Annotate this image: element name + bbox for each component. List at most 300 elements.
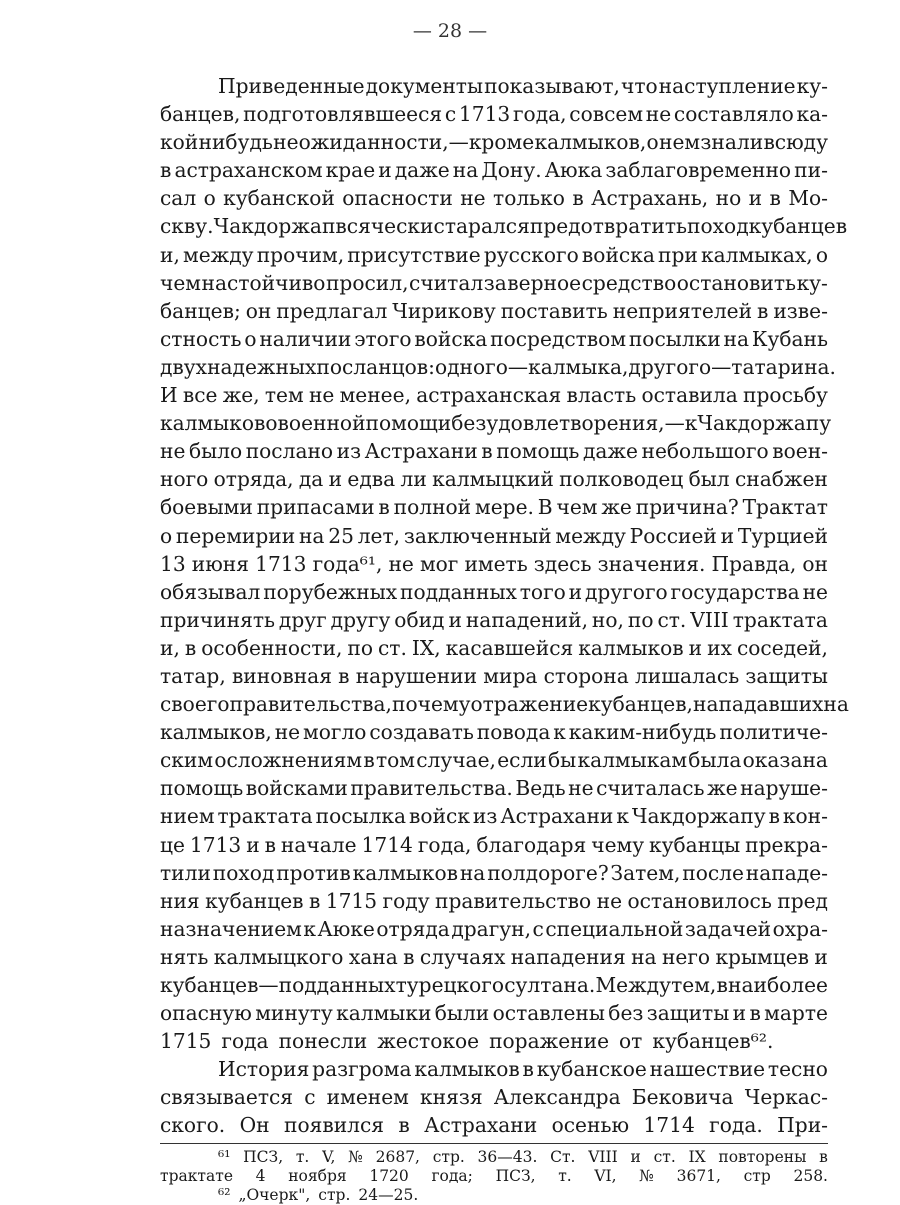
text-line bbox=[160, 606, 828, 634]
word: на bbox=[452, 158, 479, 183]
text-line bbox=[160, 943, 828, 971]
word: просил, bbox=[325, 270, 409, 295]
word: оставлены bbox=[492, 1001, 605, 1026]
word: о bbox=[203, 186, 216, 211]
word: кубанское bbox=[536, 1057, 647, 1082]
word: Мо- bbox=[788, 186, 828, 211]
word: мира bbox=[483, 663, 538, 688]
word: прочим, bbox=[256, 242, 345, 267]
word: кубанцы bbox=[649, 832, 741, 857]
text-line bbox=[160, 269, 828, 297]
text-line bbox=[160, 774, 828, 802]
word: ским bbox=[160, 748, 214, 773]
word: между bbox=[555, 523, 626, 548]
word: же bbox=[601, 495, 632, 520]
word: если bbox=[497, 748, 547, 773]
word: и bbox=[748, 186, 763, 211]
word: в bbox=[363, 748, 375, 773]
word: посылки bbox=[628, 326, 721, 351]
word: 1713 bbox=[458, 102, 511, 127]
word: к bbox=[303, 916, 316, 941]
word: помощь bbox=[160, 776, 244, 801]
word: Астрахань, bbox=[591, 186, 709, 211]
word: всюду bbox=[763, 130, 828, 155]
word: посылка bbox=[315, 804, 407, 829]
word: в bbox=[572, 186, 584, 211]
word: В bbox=[537, 495, 553, 520]
word: же, bbox=[222, 383, 260, 408]
text-line bbox=[160, 859, 828, 887]
footnote-word: повторены bbox=[718, 1148, 807, 1166]
footnote-word: 2687, bbox=[375, 1148, 420, 1166]
word: в bbox=[398, 1113, 410, 1138]
word: султана. bbox=[504, 973, 596, 997]
word: одного—калмыка, bbox=[434, 354, 629, 379]
word: 25 bbox=[328, 523, 354, 548]
text-line bbox=[160, 887, 828, 915]
word: на bbox=[631, 944, 657, 969]
word: Между bbox=[595, 973, 671, 997]
word: в bbox=[716, 973, 728, 997]
word: но bbox=[715, 186, 742, 211]
text-line bbox=[160, 1027, 828, 1055]
word: повода bbox=[476, 720, 551, 745]
text-line bbox=[160, 718, 828, 746]
word: защиты bbox=[745, 663, 828, 688]
word: совсем bbox=[569, 102, 644, 127]
text-line bbox=[160, 578, 828, 606]
word: считал bbox=[409, 270, 484, 295]
word: не bbox=[274, 720, 301, 745]
word: даже bbox=[582, 439, 638, 464]
word: послано bbox=[245, 439, 334, 464]
word: прекра- bbox=[745, 832, 828, 857]
word: кой bbox=[160, 130, 199, 155]
text-line bbox=[160, 184, 828, 212]
word: правительства, bbox=[229, 692, 392, 717]
word: с bbox=[304, 1085, 316, 1110]
word: разгрома bbox=[312, 1057, 412, 1082]
footnote-word: в bbox=[819, 1148, 828, 1166]
word: он bbox=[245, 298, 272, 323]
word: тесно bbox=[767, 1057, 828, 1082]
footnote-word: ноября bbox=[288, 1167, 347, 1185]
word: калмыков bbox=[160, 411, 266, 436]
word: чем bbox=[556, 495, 598, 520]
word: оставила bbox=[641, 383, 738, 408]
word: причинять bbox=[160, 607, 275, 632]
word: 1715 bbox=[160, 1029, 212, 1054]
word: года, bbox=[417, 832, 472, 857]
word: лишалась bbox=[634, 663, 740, 688]
text-line bbox=[160, 746, 828, 774]
word: на bbox=[823, 692, 849, 717]
text-line bbox=[160, 100, 828, 128]
footnotes bbox=[160, 1143, 828, 1205]
word: Кубань bbox=[751, 326, 828, 351]
word: остановить bbox=[676, 270, 797, 295]
footnote-word: 3671, bbox=[676, 1167, 721, 1185]
text-line bbox=[160, 297, 828, 325]
word: случае, bbox=[416, 748, 496, 773]
footnote-word: VI, bbox=[594, 1167, 617, 1185]
word: был bbox=[688, 467, 730, 492]
word: Чакдоржап bbox=[213, 214, 336, 239]
word: кубанцев bbox=[748, 214, 848, 239]
word: не bbox=[160, 439, 186, 464]
word: войска bbox=[581, 242, 655, 267]
word: наиболее bbox=[728, 973, 828, 997]
word: предотвратить bbox=[529, 214, 688, 239]
word: считалась bbox=[596, 776, 705, 801]
word: крае bbox=[325, 158, 376, 183]
word: порубежных bbox=[263, 579, 398, 604]
word: даже bbox=[394, 158, 450, 183]
footnote-word: трактате bbox=[160, 1167, 233, 1185]
word: именем bbox=[326, 1085, 409, 1110]
word: Он bbox=[239, 1113, 270, 1138]
word: могло bbox=[303, 720, 367, 745]
word: ного bbox=[160, 467, 209, 492]
word: калмыков bbox=[578, 635, 684, 660]
word: Чакдоржапу bbox=[697, 411, 832, 436]
word: князя bbox=[420, 1085, 483, 1110]
word: он bbox=[802, 551, 828, 576]
word: калмыков bbox=[414, 1057, 520, 1082]
word: этого bbox=[354, 326, 412, 351]
footnote-word: № bbox=[639, 1167, 654, 1185]
word: отряда, bbox=[213, 467, 294, 492]
word: и bbox=[448, 607, 462, 632]
word: Чакдоржапу bbox=[631, 804, 766, 829]
word: трактата bbox=[217, 804, 313, 829]
word: особенности, bbox=[201, 635, 343, 660]
footnote-word: стр. bbox=[432, 1148, 465, 1166]
text-line bbox=[160, 634, 828, 662]
word: и bbox=[732, 1001, 747, 1026]
word: в bbox=[184, 635, 197, 660]
word: документы bbox=[365, 74, 484, 98]
word: неприятелей bbox=[612, 298, 753, 323]
text-line bbox=[160, 971, 828, 999]
word: Ведь bbox=[515, 776, 566, 801]
word: калмыков, bbox=[534, 130, 647, 155]
word: из bbox=[336, 439, 362, 464]
word: Правда, bbox=[711, 551, 797, 576]
word: снабжен bbox=[734, 467, 828, 492]
word: их bbox=[707, 635, 732, 660]
footnote-word: стр bbox=[743, 1167, 771, 1185]
word: поход bbox=[687, 214, 749, 239]
footnote-word: 258. bbox=[793, 1167, 828, 1185]
word: Затем, bbox=[610, 860, 681, 885]
word: на bbox=[459, 860, 486, 885]
word: банцев, bbox=[160, 102, 241, 127]
word: 1713 bbox=[189, 832, 242, 857]
word: Россией bbox=[629, 523, 717, 548]
word: нападе- bbox=[745, 860, 828, 885]
word: наруше- bbox=[740, 776, 828, 801]
word: не bbox=[596, 888, 623, 913]
word: полной bbox=[393, 495, 472, 520]
word: к bbox=[616, 804, 629, 829]
footnote-line bbox=[160, 1148, 828, 1167]
word: Черкас- bbox=[744, 1085, 828, 1110]
footnote-word: ⁶² bbox=[218, 1186, 231, 1204]
text-line bbox=[160, 72, 828, 100]
word: специальной bbox=[545, 916, 684, 941]
word: осложнениям bbox=[214, 748, 363, 773]
word: не bbox=[308, 383, 335, 408]
word: в bbox=[264, 832, 276, 857]
word: другого bbox=[584, 579, 668, 604]
word: калмыков bbox=[352, 860, 458, 885]
word: двух bbox=[160, 354, 208, 379]
text-line bbox=[160, 522, 828, 550]
word: полдороге? bbox=[487, 860, 609, 885]
word: чем bbox=[160, 270, 201, 295]
word: поражение bbox=[489, 1029, 610, 1054]
word: в bbox=[757, 298, 769, 323]
word: Александра bbox=[493, 1085, 621, 1110]
word: другого—татарина. bbox=[628, 354, 836, 379]
text-line bbox=[160, 353, 836, 381]
word: и bbox=[688, 635, 703, 660]
word: ку- bbox=[796, 74, 828, 98]
word: боевыми bbox=[160, 495, 253, 520]
word: нападавших bbox=[692, 692, 824, 717]
word: года bbox=[221, 1029, 269, 1054]
word: что bbox=[620, 74, 658, 98]
word: войска bbox=[414, 326, 488, 351]
word: без bbox=[608, 1001, 644, 1026]
word: было bbox=[188, 439, 243, 464]
footnote-word: и bbox=[630, 1148, 641, 1166]
footnote-word: 4 bbox=[255, 1167, 266, 1185]
word: нападений, bbox=[465, 607, 588, 632]
word: помощь bbox=[496, 439, 580, 464]
word: тили bbox=[160, 860, 211, 885]
word: калмыкам bbox=[577, 748, 688, 773]
word: кубанской bbox=[223, 186, 335, 211]
word: войск bbox=[409, 804, 470, 829]
text-line bbox=[160, 128, 828, 156]
word: предлагал bbox=[276, 298, 388, 323]
word: только bbox=[493, 186, 565, 211]
word: июня bbox=[191, 551, 250, 576]
footnote-word: VIII bbox=[588, 1148, 618, 1166]
word: на bbox=[723, 326, 750, 351]
word: составляло bbox=[673, 102, 794, 127]
word: года⁶¹, bbox=[312, 551, 383, 576]
word: калмыков, bbox=[160, 720, 272, 745]
text-line bbox=[160, 156, 828, 184]
word: была bbox=[688, 748, 742, 773]
word: другу bbox=[330, 607, 391, 632]
word: случаях bbox=[419, 944, 506, 969]
word: и bbox=[720, 523, 735, 548]
word: власть bbox=[566, 383, 637, 408]
word: марте bbox=[764, 1001, 828, 1026]
word: тем bbox=[264, 383, 304, 408]
word: нять bbox=[160, 944, 209, 969]
word: наступление bbox=[658, 74, 796, 98]
word: посланцов: bbox=[316, 354, 435, 379]
word: 1713 bbox=[255, 551, 307, 576]
word: и bbox=[568, 579, 583, 604]
word: кубанцев⁶². bbox=[652, 1029, 774, 1054]
word: здесь bbox=[533, 551, 592, 576]
word: защиты bbox=[646, 1001, 730, 1026]
text-line bbox=[160, 465, 828, 493]
word: хана bbox=[348, 944, 398, 969]
word: году bbox=[382, 888, 430, 913]
word: нибудь bbox=[198, 130, 273, 155]
word: калмыки bbox=[336, 1001, 432, 1026]
text-line bbox=[160, 1111, 828, 1139]
word: VIII bbox=[690, 607, 729, 632]
word: все bbox=[182, 383, 218, 408]
word: из bbox=[472, 804, 498, 829]
word: остановилось bbox=[627, 888, 772, 913]
footnote-word: ⁶¹ bbox=[218, 1148, 231, 1166]
word: Астрахани bbox=[364, 439, 478, 464]
word: Аюка bbox=[544, 158, 603, 183]
word: назначением bbox=[160, 916, 302, 941]
word: в bbox=[769, 186, 781, 211]
word: политиче- bbox=[719, 720, 828, 745]
word: виновная bbox=[231, 663, 332, 688]
word: своего bbox=[160, 692, 230, 717]
word: кубанцев—подданных bbox=[160, 973, 396, 997]
word: с bbox=[444, 102, 457, 127]
word: старался bbox=[433, 214, 530, 239]
footnote-word: стр. bbox=[318, 1186, 351, 1204]
word: том bbox=[375, 748, 415, 773]
word: банцев; bbox=[160, 298, 241, 323]
word: ка- bbox=[796, 102, 828, 127]
word: касавшейся bbox=[445, 635, 574, 660]
word: стность bbox=[160, 326, 242, 351]
word: правительства. bbox=[350, 776, 513, 801]
body-text bbox=[160, 72, 849, 1140]
word: благодаря bbox=[476, 832, 587, 857]
word: пи- bbox=[794, 158, 828, 183]
word: Приведенные bbox=[218, 74, 365, 98]
word: ния bbox=[160, 888, 200, 913]
text-line bbox=[160, 241, 828, 269]
word: астраханская bbox=[416, 383, 562, 408]
word: всячески bbox=[335, 214, 434, 239]
word: Чирикову bbox=[392, 298, 496, 323]
footnote-word: „Очерк", bbox=[238, 1186, 311, 1204]
word: в bbox=[308, 888, 321, 913]
word: отряда bbox=[376, 916, 450, 941]
word: ст. bbox=[378, 635, 407, 660]
word: появился bbox=[284, 1113, 385, 1138]
word: военной bbox=[277, 411, 366, 436]
word: о bbox=[265, 411, 278, 436]
text-line bbox=[160, 802, 828, 830]
text-line bbox=[160, 1083, 828, 1111]
word: обязывал bbox=[160, 579, 261, 604]
word: в bbox=[481, 439, 493, 464]
word: же bbox=[707, 776, 738, 801]
word: 13 bbox=[160, 551, 186, 576]
text-line bbox=[160, 437, 828, 465]
word: задачей bbox=[684, 916, 772, 941]
footnote-word: т. bbox=[558, 1167, 572, 1185]
word: войсками bbox=[245, 776, 348, 801]
word: поставить bbox=[500, 298, 608, 323]
word: тем, bbox=[671, 973, 717, 997]
footnote-word: 24—25. bbox=[358, 1186, 419, 1204]
word: воен- bbox=[772, 439, 828, 464]
word: правительство bbox=[435, 888, 592, 913]
word: показывают, bbox=[484, 74, 620, 98]
word: года, bbox=[512, 102, 567, 127]
word: в bbox=[338, 663, 350, 688]
word: начале bbox=[280, 832, 357, 857]
word: иметь bbox=[464, 551, 528, 576]
word: калмыцкого bbox=[213, 944, 344, 969]
word: после bbox=[682, 860, 744, 885]
word: не bbox=[388, 551, 414, 576]
word: создавать bbox=[369, 720, 474, 745]
word: жестокое bbox=[377, 1029, 480, 1054]
word: в bbox=[160, 158, 172, 183]
footnote-word: 1720 bbox=[369, 1167, 409, 1185]
word: связывается bbox=[160, 1085, 294, 1110]
word: трактата bbox=[732, 607, 828, 632]
footnote-word: ст. bbox=[653, 1148, 676, 1166]
word: мере. bbox=[475, 495, 534, 520]
word: понесли bbox=[278, 1029, 368, 1054]
page-number: — 28 — bbox=[412, 20, 488, 42]
footnote-word: IX bbox=[688, 1148, 706, 1166]
word: IX, bbox=[411, 635, 441, 660]
word: не bbox=[802, 579, 828, 604]
word: и, bbox=[160, 635, 180, 660]
word: с bbox=[532, 916, 544, 941]
word: того bbox=[519, 579, 566, 604]
word: верное bbox=[507, 270, 582, 295]
word: и bbox=[328, 467, 343, 492]
word: калмыцкий bbox=[432, 467, 554, 492]
word: менее, bbox=[339, 383, 411, 408]
word: При- bbox=[777, 1113, 828, 1138]
word: при bbox=[658, 242, 698, 267]
word: перемирии bbox=[175, 523, 296, 548]
word: нием bbox=[160, 804, 215, 829]
word: присутствие bbox=[347, 242, 481, 267]
word: кон- bbox=[782, 804, 828, 829]
word: в bbox=[768, 804, 780, 829]
word: о bbox=[646, 130, 659, 155]
word: сал bbox=[160, 186, 197, 211]
word: причина? bbox=[635, 495, 739, 520]
word: посредством bbox=[490, 326, 627, 351]
text-line bbox=[160, 550, 828, 578]
footnote-word: ПСЗ, bbox=[495, 1167, 536, 1185]
word: мог bbox=[419, 551, 459, 576]
word: припасами bbox=[256, 495, 375, 520]
word: заблаговременно bbox=[605, 158, 792, 183]
word: це bbox=[160, 832, 185, 857]
word: помощи bbox=[365, 411, 452, 436]
word: между bbox=[183, 242, 254, 267]
word: изве- bbox=[773, 298, 828, 323]
